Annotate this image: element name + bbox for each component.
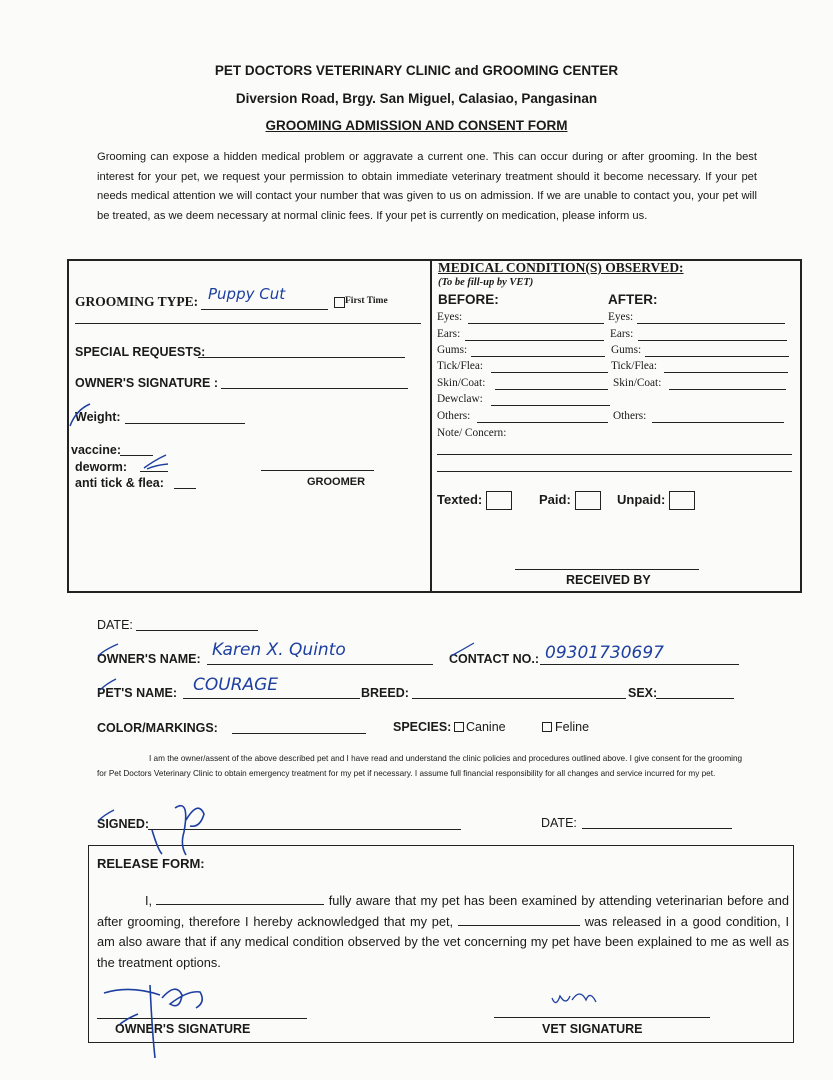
- breed-label: BREED:: [361, 686, 409, 700]
- after-tickflea-label: Tick/Flea:: [611, 360, 658, 372]
- species-label: SPECIES:: [393, 720, 452, 734]
- deworm-label: deworm:: [75, 460, 128, 474]
- release-form-title: RELEASE FORM:: [97, 856, 205, 871]
- dewclaw-label: Dewclaw:: [437, 393, 483, 405]
- intro-paragraph: Grooming can expose a hidden medical problem or aggravate a current one. This can occur during or after grooming. In the best interest for your pet, we request your permission to obtain immediate veterinary treatment should it become necessary. If your pet needs medical attention we will contact your number that was given to us on admission. If we are unable to contact you, your pet will be treated, as we deem necessary at normal clinic fees. If your pet is currently on medication, please inform us.: [97, 151, 757, 222]
- deworm-check-mark: [144, 455, 168, 469]
- clinic-name: PET DOCTORS VETERINARY CLINIC and GROOMING CENTER: [214, 63, 619, 78]
- before-skincoat-label: Skin/Coat:: [437, 377, 486, 389]
- owner-name-value[interactable]: Karen X. Quinto: [212, 640, 346, 660]
- owner-signature-label-top: OWNER'S SIGNATURE :: [75, 376, 219, 390]
- tick-marks: [98, 643, 474, 821]
- release-text-3: was released in a good condition, I am also aware that if any medical condition observed by the vet concerning my pet have been explained to me as well as the treatment options.: [97, 913, 790, 970]
- groomer-label: GROOMER: [307, 476, 366, 488]
- weight-label: Weight:: [75, 410, 121, 424]
- anti-tick-label: anti tick & flea:: [75, 476, 164, 490]
- paid-text: Paid:: [539, 491, 571, 507]
- pet-name-label: PET'S NAME:: [97, 686, 178, 700]
- after-skincoat-label: Skin/Coat:: [613, 377, 662, 389]
- release-text-2: fully aware that my pet has been examined by attending veterinarian before and after grooming, therefore I hereby acknowledged that my pet,: [97, 893, 790, 929]
- after-ears-label: Ears:: [610, 328, 634, 340]
- form-title: GROOMING ADMISSION AND CONSENT FORM: [265, 118, 568, 133]
- before-ears-label: Ears:: [437, 328, 461, 340]
- received-by-label: RECEIVED BY: [566, 573, 651, 587]
- owner-signature-scribble: [104, 985, 202, 1058]
- vaccine-label: vaccine:: [71, 443, 122, 457]
- contact-label: CONTACT NO.:: [449, 652, 540, 666]
- signed-label: SIGNED:: [97, 817, 150, 831]
- signed-signature: [152, 806, 204, 855]
- before-eyes-label: Eyes:: [437, 311, 463, 323]
- contact-value[interactable]: 09301730697: [545, 643, 664, 663]
- texted-text: Texted:: [437, 491, 483, 507]
- after-label: AFTER:: [608, 292, 658, 307]
- after-gums-label: Gums:: [611, 344, 642, 356]
- after-others-label: Others:: [613, 410, 647, 422]
- sex-label: SEX:: [628, 686, 658, 700]
- first-time-label: First Time: [345, 296, 388, 306]
- consent-paragraph: I am the owner/assent of the above described pet and I have read and understand the clinic policies and procedures outlined above. I give consent for the grooming for Pet Doctors Veterinary Clinic to obtain emergency treatment for my pet if necessary. I assume full financial responsibility for all changes and service incurred for my pet.: [97, 754, 743, 778]
- after-eyes-label: Eyes:: [608, 311, 634, 323]
- medical-subtitle: (To be fill-up by VET): [438, 277, 534, 288]
- date-label: DATE:: [97, 618, 133, 632]
- color-markings-label: COLOR/MARKINGS:: [97, 721, 218, 735]
- grooming-type-label: GROOMING TYPE:: [75, 294, 199, 309]
- before-others-label: Others:: [437, 410, 471, 422]
- before-gums-label: Gums:: [437, 344, 468, 356]
- before-label: BEFORE:: [438, 292, 499, 307]
- vet-signature-scribble: [552, 994, 596, 1003]
- release-vet-sign-label: VET SIGNATURE: [542, 1022, 643, 1036]
- canine-label: Canine: [466, 720, 506, 734]
- clinic-address: Diversion Road, Brgy. San Miguel, Calasiao, Pangasinan: [235, 91, 598, 106]
- note-concern-label: Note/ Concern:: [437, 427, 507, 439]
- unpaid-text: Unpaid:: [617, 491, 666, 507]
- signed-date-label: DATE:: [541, 816, 577, 830]
- release-owner-sign-label: OWNER'S SIGNATURE: [115, 1022, 251, 1036]
- feline-label: Feline: [555, 720, 590, 734]
- release-text-1: I,: [145, 893, 153, 908]
- special-requests-label: SPECIAL REQUESTS:: [75, 345, 206, 359]
- grooming-type-value[interactable]: Puppy Cut: [208, 285, 286, 303]
- medical-title: MEDICAL CONDITION(S) OBSERVED:: [438, 260, 684, 275]
- before-tickflea-label: Tick/Flea:: [437, 360, 484, 372]
- owner-name-label: OWNER'S NAME:: [97, 652, 201, 666]
- pet-name-value[interactable]: COURAGE: [193, 675, 279, 695]
- weight-check-mark: [70, 404, 90, 426]
